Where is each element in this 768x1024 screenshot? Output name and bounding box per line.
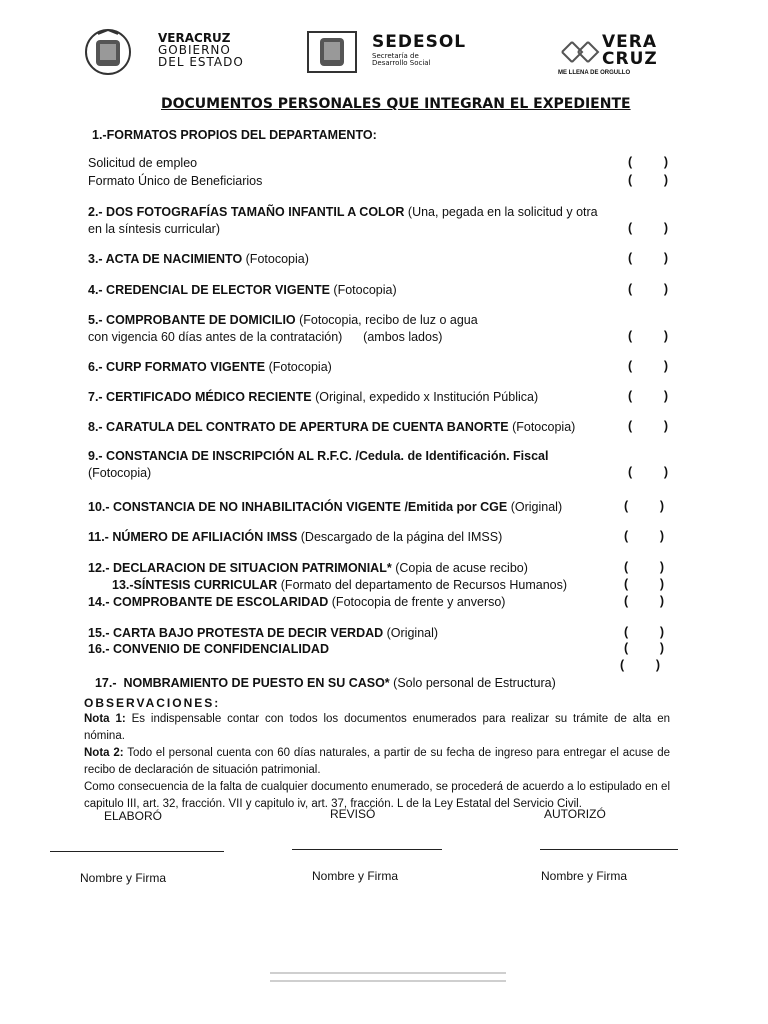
- item-bold: 8.- CARATULA DEL CONTRATO DE APERTURA DE CUENTA BANORTE: [88, 420, 509, 434]
- item-formato-unico: [88, 173, 262, 190]
- reviso-nombre-firma: Nombre y Firma: [312, 869, 399, 883]
- sedesol-sub1: Secretaría de: [372, 52, 419, 60]
- footer-address: [270, 972, 506, 982]
- item-comprobante-escolaridad: [88, 594, 505, 611]
- paren-close: ): [659, 560, 664, 574]
- nota-1-text: Es indispensable contar con todos los documentos enumerados para realizar su trámite de alta en nómina.: [84, 713, 670, 742]
- item-rest: (Original): [383, 626, 439, 640]
- item-rest: (Original): [507, 500, 563, 514]
- paren-close: ): [663, 389, 668, 403]
- sedesol-name: SEDESOL: [372, 32, 467, 52]
- paren-open: (: [628, 173, 633, 187]
- item-bold: 10.- CONSTANCIA DE NO INHABILITACIÓN VIGENTE /Emitida por CGE: [88, 500, 508, 514]
- checkbox-constancia-rfc[interactable]: [628, 465, 668, 479]
- item-rest: (Formato del departamento de Recursos Humanos): [277, 578, 568, 592]
- paren-open: (: [624, 625, 629, 639]
- paren-open: (: [628, 389, 633, 403]
- paren-open: (: [628, 221, 633, 235]
- item-rest: (Fotocopia): [508, 420, 576, 434]
- paren-open: (: [628, 329, 633, 343]
- veracruz-government-logo: [84, 26, 264, 78]
- checkbox-formato-unico[interactable]: [628, 173, 668, 187]
- autorizo-label: AUTORIZÓ: [544, 807, 606, 821]
- paren-close: ): [663, 419, 668, 433]
- autorizo-signature-line[interactable]: [540, 849, 678, 850]
- paren-open: (: [624, 529, 629, 543]
- paren-open: (: [628, 282, 633, 296]
- checkbox-nombramiento-puesto[interactable]: [620, 658, 660, 672]
- item-bold: 4.- CREDENCIAL DE ELECTOR VIGENTE: [88, 283, 330, 297]
- checkbox-credencial-elector[interactable]: [628, 282, 668, 296]
- item-text: Formato Único de Beneficiarios: [88, 174, 263, 188]
- checkbox-solicitud-empleo[interactable]: [628, 155, 668, 169]
- checkbox-certificado-medico[interactable]: [628, 389, 668, 403]
- paren-open: (: [624, 560, 629, 574]
- checkbox-fotografias[interactable]: [628, 221, 668, 235]
- item-bold: 9.- CONSTANCIA DE INSCRIPCIÓN AL R.F.C. /Cedula. de Identificación. Fiscal: [88, 449, 549, 463]
- item-rest: (Fotocopia): [329, 283, 397, 297]
- paren-close: ): [663, 155, 668, 169]
- paren-open: (: [620, 658, 625, 672]
- paren-close: ): [659, 625, 664, 639]
- paren-open: (: [628, 465, 633, 479]
- observaciones-heading: OBSERVACIONES:: [84, 696, 221, 710]
- veracruz-logo-line3: DEL ESTADO: [158, 55, 244, 69]
- veracruz-seal-icon: [84, 28, 132, 76]
- paren-close: ): [663, 359, 668, 373]
- sedesol-seal-icon: [306, 28, 358, 76]
- veracruz-brand-line1: VERA: [602, 32, 658, 52]
- checkbox-comprobante-domicilio[interactable]: [628, 329, 668, 343]
- paren-open: (: [628, 419, 633, 433]
- checkbox-afiliacion-imss[interactable]: [624, 529, 664, 543]
- item-rest: (Fotocopia, recibo de luz o agua: [295, 313, 478, 327]
- paren-close: ): [659, 529, 664, 543]
- item-acta-nacimiento: [88, 251, 309, 268]
- paren-open: (: [628, 359, 633, 373]
- paren-close: ): [659, 641, 664, 655]
- paren-open: (: [624, 594, 629, 608]
- veracruz-brand-tagline: ME LLENA DE ORGULLO: [558, 70, 631, 76]
- checkbox-carta-protesta[interactable]: [624, 625, 664, 639]
- section-1-heading: 1.-FORMATOS PROPIOS DEL DEPARTAMENTO:: [92, 128, 377, 142]
- item-bold: 3.- ACTA DE NACIMIENTO: [88, 252, 243, 266]
- footer-line-1: [270, 972, 506, 974]
- item-bold: 12.- DECLARACION DE SITUACION PATRIMONIAL*: [88, 561, 392, 575]
- item-bold: 15.- CARTA BAJO PROTESTA DE DECIR VERDAD: [88, 626, 384, 640]
- observaciones-body: [84, 711, 670, 813]
- checkbox-declaracion-patrimonial[interactable]: [624, 560, 664, 574]
- item-curp: [88, 359, 332, 376]
- nota-1-label: Nota 1:: [84, 713, 126, 725]
- item-sintesis-curricular: [112, 577, 567, 594]
- nota-2-label: Nota 2:: [84, 747, 124, 759]
- paren-close: ): [663, 329, 668, 343]
- item-constancia-rfc: [88, 448, 608, 482]
- paren-close: ): [659, 499, 664, 513]
- paren-close: ): [663, 465, 668, 479]
- item-rest: (Fotocopia): [242, 252, 309, 266]
- paren-close: ): [659, 594, 664, 608]
- paren-close: ): [663, 251, 668, 265]
- checkbox-acta-nacimiento[interactable]: [628, 251, 668, 265]
- item-carta-protesta: [88, 625, 438, 642]
- reviso-label: REVISÓ: [330, 807, 376, 821]
- item-rest: (Una, pegada en la solicitud y otra: [404, 205, 598, 219]
- item-caratula-banorte: [88, 419, 575, 436]
- item-comprobante-domicilio: [88, 312, 608, 346]
- item-nombramiento-puesto: [88, 658, 556, 692]
- nota-2-text: Todo el personal cuenta con 60 días naturales, a partir de su fecha de ingreso para entregar el acuse de recibo de declaración de situación patrimonial.: [84, 747, 670, 776]
- item-line2: (Fotocopia): [88, 466, 152, 480]
- paren-open: (: [624, 577, 629, 591]
- veracruz-logo-line1: VERACRUZ: [158, 31, 231, 45]
- item-bold: 2.- DOS FOTOGRAFÍAS TAMAÑO INFANTIL A COLOR: [88, 205, 405, 219]
- elaboro-label: ELABORÓ: [104, 809, 163, 823]
- nota-2: [84, 745, 670, 779]
- checkbox-convenio-confidencialidad[interactable]: [624, 641, 664, 655]
- autorizo-nombre-firma: Nombre y Firma: [541, 869, 628, 883]
- paren-close: ): [663, 173, 668, 187]
- document-title: DOCUMENTOS PERSONALES QUE INTEGRAN EL EXPEDIENTE: [161, 96, 631, 112]
- item-credencial-elector: [88, 282, 397, 299]
- observaciones-paragraph: Como consecuencia de la falta de cualquier documento enumerado, se procederá de acuerdo a lo estipulado en el capitulo III, art. 32, fracción. VII y capitulo iv, art. 37, fracción. L de la Ley Estatal del Servicio Civil.: [84, 781, 670, 810]
- item-bold: 7.- CERTIFICADO MÉDICO RECIENTE: [88, 390, 312, 404]
- item-rest: (Fotocopia de frente y anverso): [328, 595, 506, 609]
- item-rest: (Copia de acuse recibo): [391, 561, 528, 575]
- veracruz-brand-logo: [558, 34, 678, 80]
- elaboro-nombre-firma: Nombre y Firma: [80, 871, 167, 885]
- veracruz-logo-line2: GOBIERNO: [158, 43, 231, 57]
- checkbox-sintesis-curricular[interactable]: [624, 577, 664, 591]
- item-rest: (Descargado de la página del IMSS): [297, 530, 503, 544]
- paren-open: (: [628, 251, 633, 265]
- sedesol-logo: [306, 26, 506, 78]
- checkbox-curp[interactable]: [628, 359, 668, 373]
- item-line2: en la síntesis curricular): [88, 222, 220, 236]
- elaboro-signature-line[interactable]: [50, 851, 224, 852]
- item-solicitud-empleo: [88, 155, 197, 172]
- item-declaracion-patrimonial: [88, 560, 528, 577]
- item-bold: 17.- NOMBRAMIENTO DE PUESTO EN SU CASO*: [94, 676, 390, 690]
- paren-close: ): [663, 282, 668, 296]
- paren-close: ): [663, 221, 668, 235]
- item-no-inhabilitacion: [88, 499, 562, 516]
- checkbox-no-inhabilitacion[interactable]: [624, 499, 664, 513]
- item-rest: (Original, expedido x Institución Pública): [311, 390, 539, 404]
- item-convenio-confidencialidad: [88, 641, 329, 658]
- item-line2: con vigencia 60 días antes de la contratación) (ambos lados): [88, 330, 443, 344]
- item-fotografias: [88, 204, 608, 238]
- item-bold: 11.- NÚMERO DE AFILIACIÓN IMSS: [88, 530, 298, 544]
- item-afiliacion-imss: [88, 529, 502, 546]
- checkbox-caratula-banorte[interactable]: [628, 419, 668, 433]
- checkbox-comprobante-escolaridad[interactable]: [624, 594, 664, 608]
- footer-line-2: [270, 980, 506, 982]
- item-bold: 6.- CURP FORMATO VIGENTE: [88, 360, 266, 374]
- item-bold: 16.- CONVENIO DE CONFIDENCIALIDAD: [88, 642, 329, 656]
- reviso-signature-line[interactable]: [292, 849, 442, 850]
- item-rest: (Solo personal de Estructura): [389, 676, 556, 690]
- item-bold: 13.-SÍNTESIS CURRICULAR: [112, 578, 278, 592]
- paren-open: (: [624, 641, 629, 655]
- item-text: Solicitud de empleo: [88, 156, 198, 170]
- nota-1: [84, 711, 670, 745]
- item-certificado-medico: [88, 389, 538, 406]
- item-bold: 5.- COMPROBANTE DE DOMICILIO: [88, 313, 296, 327]
- paren-close: ): [659, 577, 664, 591]
- veracruz-brand-emblem-icon: [558, 38, 600, 66]
- item-rest: (Fotocopia): [265, 360, 332, 374]
- sedesol-sub2: Desarrollo Social: [372, 59, 431, 67]
- paren-open: (: [628, 155, 633, 169]
- paren-close: ): [655, 658, 660, 672]
- item-bold: 14.- COMPROBANTE DE ESCOLARIDAD: [88, 595, 329, 609]
- veracruz-brand-line2: CRUZ: [602, 49, 658, 69]
- paren-open: (: [624, 499, 629, 513]
